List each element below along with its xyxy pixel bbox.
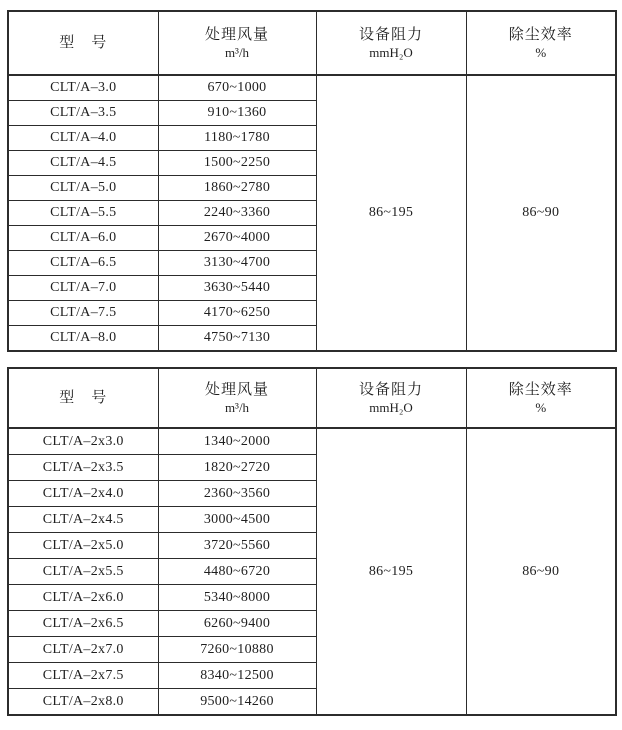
airflow-cell: 3130~4700 (158, 251, 316, 276)
col-header-model-label: 型 号 (59, 389, 108, 406)
model-cell: CLT/A–4.0 (8, 126, 158, 151)
col-header-airflow-unit: m³/h (224, 400, 250, 415)
airflow-cell: 3630~5440 (158, 276, 316, 301)
airflow-cell: 3720~5560 (158, 533, 316, 559)
col-header-resistance-unit: mmH₂O (369, 400, 413, 415)
col-header-model-label: 型 号 (59, 34, 108, 51)
airflow-cell: 4170~6250 (158, 301, 316, 326)
airflow-cell: 1820~2720 (158, 455, 316, 481)
header-row (8, 368, 616, 428)
col-header-efficiency (466, 11, 616, 75)
col-header-efficiency-label: 除尘效率 (508, 26, 573, 43)
model-cell: CLT/A–5.0 (8, 176, 158, 201)
airflow-cell: 1340~2000 (158, 428, 316, 455)
model-cell: CLT/A–8.0 (8, 326, 158, 352)
airflow-cell: 9500~14260 (158, 689, 316, 716)
airflow-cell: 8340~12500 (158, 663, 316, 689)
airflow-cell: 1500~2250 (158, 151, 316, 176)
col-header-efficiency-unit: % (535, 400, 547, 415)
col-header-resistance-label: 设备阻力 (358, 26, 423, 43)
model-cell: CLT/A–2x6.5 (8, 611, 158, 637)
col-header-efficiency-label: 除尘效率 (508, 381, 573, 398)
model-cell: CLT/A–2x3.5 (8, 455, 158, 481)
airflow-cell: 6260~9400 (158, 611, 316, 637)
model-cell: CLT/A–7.5 (8, 301, 158, 326)
efficiency-cell: 86~90 (466, 428, 616, 715)
airflow-cell: 4480~6720 (158, 559, 316, 585)
model-cell: CLT/A–7.0 (8, 276, 158, 301)
col-header-resistance-unit: mmH₂O (369, 45, 413, 60)
col-header-resistance (316, 368, 466, 428)
spec-table-single (7, 10, 617, 352)
model-cell: CLT/A–2x7.0 (8, 637, 158, 663)
col-header-airflow (158, 368, 316, 428)
model-cell: CLT/A–3.5 (8, 101, 158, 126)
airflow-cell: 7260~10880 (158, 637, 316, 663)
resistance-cell: 86~195 (316, 75, 466, 351)
col-header-model (8, 368, 158, 428)
table-row (8, 428, 616, 455)
model-cell: CLT/A–6.5 (8, 251, 158, 276)
col-header-airflow-label: 处理风量 (204, 26, 269, 43)
airflow-cell: 1860~2780 (158, 176, 316, 201)
model-cell: CLT/A–4.5 (8, 151, 158, 176)
model-cell: CLT/A–2x7.5 (8, 663, 158, 689)
col-header-airflow-label: 处理风量 (204, 381, 269, 398)
airflow-cell: 5340~8000 (158, 585, 316, 611)
col-header-efficiency (466, 368, 616, 428)
model-cell: CLT/A–2x4.5 (8, 507, 158, 533)
airflow-cell: 670~1000 (158, 75, 316, 101)
table-body (8, 428, 616, 715)
airflow-cell: 2670~4000 (158, 226, 316, 251)
spec-table-double (7, 367, 617, 716)
airflow-cell: 2360~3560 (158, 481, 316, 507)
airflow-cell: 3000~4500 (158, 507, 316, 533)
model-cell: CLT/A–2x3.0 (8, 428, 158, 455)
table-header (8, 11, 616, 75)
col-header-efficiency-unit: % (535, 45, 547, 60)
table-row (8, 75, 616, 101)
resistance-cell: 86~195 (316, 428, 466, 715)
efficiency-cell: 86~90 (466, 75, 616, 351)
model-cell: CLT/A–2x5.0 (8, 533, 158, 559)
airflow-cell: 4750~7130 (158, 326, 316, 352)
model-cell: CLT/A–2x6.0 (8, 585, 158, 611)
table-header (8, 368, 616, 428)
col-header-resistance (316, 11, 466, 75)
airflow-cell: 2240~3360 (158, 201, 316, 226)
table-body (8, 75, 616, 351)
col-header-resistance-label: 设备阻力 (358, 381, 423, 398)
model-cell: CLT/A–6.0 (8, 226, 158, 251)
model-cell: CLT/A–2x4.0 (8, 481, 158, 507)
header-row (8, 11, 616, 75)
airflow-cell: 910~1360 (158, 101, 316, 126)
model-cell: CLT/A–2x8.0 (8, 689, 158, 716)
col-header-airflow (158, 11, 316, 75)
col-header-airflow-unit: m³/h (224, 45, 250, 60)
model-cell: CLT/A–3.0 (8, 75, 158, 101)
model-cell: CLT/A–5.5 (8, 201, 158, 226)
col-header-model (8, 11, 158, 75)
model-cell: CLT/A–2x5.5 (8, 559, 158, 585)
airflow-cell: 1180~1780 (158, 126, 316, 151)
